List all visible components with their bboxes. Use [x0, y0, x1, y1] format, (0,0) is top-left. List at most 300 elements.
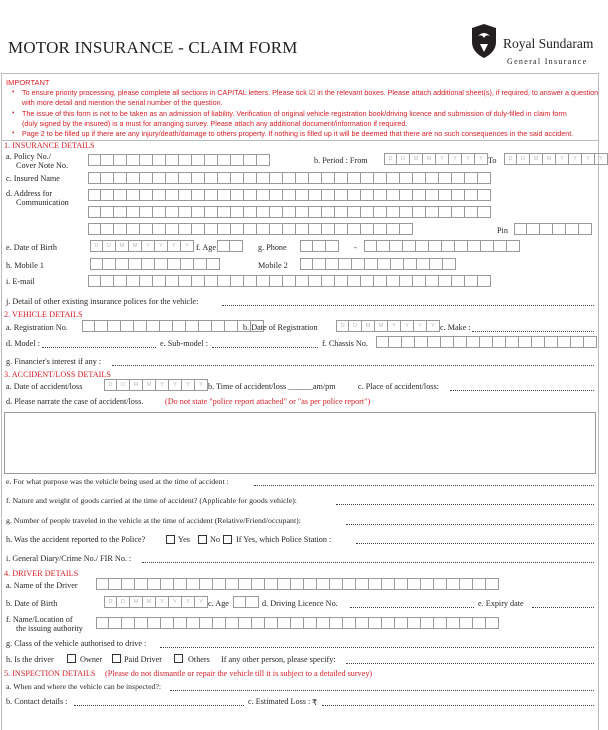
input-box[interactable]: M — [130, 379, 143, 391]
input-box[interactable] — [192, 206, 205, 218]
estimated-loss-field[interactable] — [322, 705, 594, 706]
input-box[interactable] — [378, 258, 391, 270]
input-box[interactable] — [335, 275, 348, 287]
input-box[interactable] — [400, 223, 413, 235]
input-box[interactable] — [439, 275, 452, 287]
input-box[interactable] — [270, 189, 283, 201]
input-box[interactable]: M — [362, 320, 375, 332]
input-box[interactable] — [330, 578, 343, 590]
input-box[interactable] — [400, 275, 413, 287]
input-box[interactable] — [402, 336, 415, 348]
input-box[interactable] — [507, 240, 520, 252]
pin-boxes[interactable] — [514, 223, 592, 235]
input-box[interactable] — [494, 240, 507, 252]
expiry-date-field[interactable] — [532, 607, 594, 608]
input-box[interactable] — [179, 206, 192, 218]
input-box[interactable]: Y — [142, 240, 155, 252]
input-box[interactable] — [239, 617, 252, 629]
input-box[interactable] — [387, 206, 400, 218]
input-box[interactable] — [244, 154, 257, 166]
input-box[interactable] — [558, 336, 571, 348]
accident-date-boxes[interactable] — [104, 379, 208, 391]
input-box[interactable]: D — [104, 379, 117, 391]
input-box[interactable] — [127, 154, 140, 166]
police-yes-checkbox[interactable] — [166, 535, 175, 544]
phone-std-boxes[interactable] — [300, 240, 339, 252]
input-box[interactable]: Y — [449, 153, 462, 165]
input-box[interactable] — [270, 275, 283, 287]
input-box[interactable] — [199, 320, 212, 332]
input-box[interactable] — [348, 223, 361, 235]
input-box[interactable]: D — [117, 596, 130, 608]
input-box[interactable] — [155, 258, 168, 270]
input-box[interactable] — [205, 206, 218, 218]
input-box[interactable] — [443, 258, 456, 270]
input-box[interactable] — [584, 336, 597, 348]
input-box[interactable] — [387, 172, 400, 184]
input-box[interactable] — [300, 258, 313, 270]
input-box[interactable] — [218, 223, 231, 235]
email-boxes[interactable] — [88, 275, 491, 287]
input-box[interactable] — [291, 578, 304, 590]
input-box[interactable] — [148, 617, 161, 629]
input-box[interactable]: M — [375, 320, 388, 332]
driver-dob-boxes[interactable] — [104, 596, 208, 608]
input-box[interactable] — [313, 240, 326, 252]
input-box[interactable] — [153, 206, 166, 218]
chassis-no-boxes[interactable] — [376, 336, 597, 348]
input-box[interactable] — [387, 275, 400, 287]
input-box[interactable] — [352, 258, 365, 270]
input-box[interactable] — [257, 275, 270, 287]
input-box[interactable] — [426, 275, 439, 287]
input-box[interactable] — [296, 223, 309, 235]
input-box[interactable] — [480, 336, 493, 348]
input-box[interactable] — [194, 258, 207, 270]
input-box[interactable]: Y — [401, 320, 414, 332]
input-box[interactable] — [218, 172, 231, 184]
input-box[interactable] — [400, 172, 413, 184]
input-box[interactable] — [452, 189, 465, 201]
input-box[interactable] — [142, 258, 155, 270]
input-box[interactable] — [400, 206, 413, 218]
input-box[interactable]: M — [410, 153, 423, 165]
period-from-boxes[interactable] — [384, 153, 488, 165]
input-box[interactable] — [426, 172, 439, 184]
input-box[interactable] — [109, 578, 122, 590]
vehicle-class-field[interactable] — [160, 647, 594, 648]
input-box[interactable] — [317, 578, 330, 590]
input-box[interactable] — [127, 189, 140, 201]
input-box[interactable] — [387, 223, 400, 235]
input-box[interactable] — [134, 320, 147, 332]
input-box[interactable]: D — [90, 240, 103, 252]
input-box[interactable] — [95, 320, 108, 332]
input-box[interactable] — [493, 336, 506, 348]
owner-checkbox[interactable] — [67, 654, 76, 663]
input-box[interactable] — [114, 275, 127, 287]
input-box[interactable] — [417, 258, 430, 270]
input-box[interactable]: Y — [181, 240, 194, 252]
input-box[interactable] — [140, 206, 153, 218]
input-box[interactable] — [116, 258, 129, 270]
people-traveled-field[interactable] — [346, 524, 594, 525]
input-box[interactable] — [400, 189, 413, 201]
input-box[interactable] — [313, 258, 326, 270]
input-box[interactable] — [205, 189, 218, 201]
input-box[interactable] — [166, 275, 179, 287]
input-box[interactable] — [218, 154, 231, 166]
input-box[interactable] — [416, 240, 429, 252]
input-box[interactable] — [140, 275, 153, 287]
issuing-authority-boxes[interactable] — [96, 617, 499, 629]
input-box[interactable]: M — [423, 153, 436, 165]
input-box[interactable] — [147, 320, 160, 332]
input-box[interactable] — [540, 223, 553, 235]
input-box[interactable] — [246, 596, 259, 608]
input-box[interactable] — [309, 223, 322, 235]
input-box[interactable] — [109, 617, 122, 629]
address-line-1-boxes[interactable] — [88, 189, 491, 201]
input-box[interactable] — [545, 336, 558, 348]
input-box[interactable] — [181, 258, 194, 270]
vehicle-purpose-field[interactable] — [254, 485, 594, 486]
input-box[interactable] — [326, 240, 339, 252]
input-box[interactable] — [217, 240, 230, 252]
police-no-checkbox[interactable] — [198, 535, 207, 544]
input-box[interactable] — [441, 336, 454, 348]
input-box[interactable] — [225, 320, 238, 332]
fir-field[interactable] — [142, 562, 594, 563]
input-box[interactable] — [179, 172, 192, 184]
accident-place-field[interactable] — [450, 390, 594, 391]
police-station-field[interactable] — [356, 543, 594, 544]
input-box[interactable]: Y — [155, 240, 168, 252]
input-box[interactable] — [270, 206, 283, 218]
input-box[interactable]: D — [397, 153, 410, 165]
input-box[interactable] — [478, 189, 491, 201]
input-box[interactable] — [335, 206, 348, 218]
input-box[interactable] — [114, 172, 127, 184]
input-box[interactable] — [114, 206, 127, 218]
input-box[interactable] — [179, 189, 192, 201]
input-box[interactable]: Y — [462, 153, 475, 165]
input-box[interactable] — [374, 223, 387, 235]
input-box[interactable] — [322, 275, 335, 287]
input-box[interactable] — [382, 617, 395, 629]
driver-name-boxes[interactable] — [96, 578, 499, 590]
input-box[interactable] — [283, 172, 296, 184]
input-box[interactable] — [413, 275, 426, 287]
insured-name-boxes[interactable] — [88, 172, 491, 184]
input-box[interactable] — [244, 223, 257, 235]
input-box[interactable] — [553, 223, 566, 235]
input-box[interactable] — [413, 189, 426, 201]
input-box[interactable]: M — [130, 596, 143, 608]
input-box[interactable] — [179, 154, 192, 166]
input-box[interactable] — [140, 172, 153, 184]
input-box[interactable] — [173, 320, 186, 332]
input-box[interactable] — [192, 223, 205, 235]
input-box[interactable] — [309, 189, 322, 201]
input-box[interactable] — [514, 223, 527, 235]
input-box[interactable] — [179, 275, 192, 287]
input-box[interactable] — [187, 578, 200, 590]
input-box[interactable]: Y — [436, 153, 449, 165]
input-box[interactable] — [361, 206, 374, 218]
input-box[interactable] — [226, 617, 239, 629]
input-box[interactable]: D — [104, 596, 117, 608]
mobile-2-boxes[interactable] — [300, 258, 456, 270]
policy-no-boxes[interactable] — [88, 154, 270, 166]
input-box[interactable] — [335, 223, 348, 235]
input-box[interactable] — [160, 320, 173, 332]
input-box[interactable]: Y — [182, 596, 195, 608]
input-box[interactable] — [361, 275, 374, 287]
input-box[interactable] — [343, 617, 356, 629]
input-box[interactable] — [478, 206, 491, 218]
input-box[interactable] — [140, 189, 153, 201]
input-box[interactable] — [452, 206, 465, 218]
input-box[interactable]: D — [349, 320, 362, 332]
input-box[interactable] — [135, 617, 148, 629]
input-box[interactable] — [377, 240, 390, 252]
input-box[interactable] — [413, 206, 426, 218]
other-policies-field[interactable] — [222, 305, 594, 306]
input-box[interactable] — [140, 223, 153, 235]
input-box[interactable] — [218, 275, 231, 287]
registration-no-boxes[interactable] — [82, 320, 264, 332]
input-box[interactable] — [430, 258, 443, 270]
input-box[interactable] — [127, 275, 140, 287]
input-box[interactable] — [226, 578, 239, 590]
input-box[interactable] — [452, 172, 465, 184]
input-box[interactable] — [374, 172, 387, 184]
input-box[interactable]: M — [543, 153, 556, 165]
input-box[interactable] — [127, 223, 140, 235]
input-box[interactable] — [88, 275, 101, 287]
input-box[interactable] — [348, 189, 361, 201]
input-box[interactable]: Y — [169, 379, 182, 391]
input-box[interactable] — [300, 240, 313, 252]
input-box[interactable] — [478, 172, 491, 184]
input-box[interactable] — [309, 275, 322, 287]
input-box[interactable] — [283, 275, 296, 287]
input-box[interactable] — [473, 617, 486, 629]
input-box[interactable] — [252, 617, 265, 629]
input-box[interactable] — [421, 578, 434, 590]
input-box[interactable]: Y — [182, 379, 195, 391]
input-box[interactable]: M — [143, 379, 156, 391]
input-box[interactable]: Y — [156, 596, 169, 608]
input-box[interactable] — [428, 336, 441, 348]
input-box[interactable] — [88, 206, 101, 218]
input-box[interactable] — [174, 578, 187, 590]
input-box[interactable]: Y — [156, 379, 169, 391]
input-box[interactable]: Y — [569, 153, 582, 165]
input-box[interactable] — [88, 189, 101, 201]
input-box[interactable] — [257, 172, 270, 184]
input-box[interactable] — [283, 189, 296, 201]
input-box[interactable] — [361, 172, 374, 184]
input-box[interactable] — [506, 336, 519, 348]
input-box[interactable]: M — [143, 596, 156, 608]
input-box[interactable] — [101, 189, 114, 201]
input-box[interactable] — [395, 578, 408, 590]
input-box[interactable] — [403, 240, 416, 252]
accident-narration-box[interactable] — [4, 412, 596, 474]
input-box[interactable] — [439, 172, 452, 184]
input-box[interactable] — [90, 258, 103, 270]
input-box[interactable] — [408, 578, 421, 590]
input-box[interactable] — [317, 617, 330, 629]
input-box[interactable] — [252, 578, 265, 590]
input-box[interactable] — [439, 189, 452, 201]
mobile-1-boxes[interactable] — [90, 258, 220, 270]
input-box[interactable] — [465, 206, 478, 218]
input-box[interactable]: Y — [556, 153, 569, 165]
input-box[interactable] — [101, 275, 114, 287]
input-box[interactable] — [415, 336, 428, 348]
input-box[interactable] — [265, 578, 278, 590]
licence-no-field[interactable] — [350, 607, 474, 608]
input-box[interactable] — [296, 172, 309, 184]
contact-details-field[interactable] — [74, 705, 244, 706]
input-box[interactable] — [200, 578, 213, 590]
input-box[interactable] — [166, 189, 179, 201]
input-box[interactable]: M — [116, 240, 129, 252]
input-box[interactable]: M — [129, 240, 142, 252]
input-box[interactable] — [296, 189, 309, 201]
input-box[interactable] — [335, 172, 348, 184]
input-box[interactable] — [161, 578, 174, 590]
input-box[interactable] — [207, 258, 220, 270]
input-box[interactable] — [233, 596, 246, 608]
input-box[interactable] — [231, 154, 244, 166]
paid-driver-checkbox[interactable] — [112, 654, 121, 663]
input-box[interactable] — [213, 617, 226, 629]
input-box[interactable] — [326, 258, 339, 270]
input-box[interactable] — [296, 275, 309, 287]
input-box[interactable] — [566, 223, 579, 235]
input-box[interactable] — [335, 189, 348, 201]
input-box[interactable] — [205, 172, 218, 184]
input-box[interactable] — [304, 578, 317, 590]
input-box[interactable] — [101, 154, 114, 166]
input-box[interactable] — [239, 578, 252, 590]
input-box[interactable] — [166, 172, 179, 184]
input-box[interactable]: Y — [475, 153, 488, 165]
input-box[interactable] — [322, 189, 335, 201]
phone-number-boxes[interactable] — [364, 240, 520, 252]
input-box[interactable] — [213, 578, 226, 590]
input-box[interactable] — [101, 223, 114, 235]
input-box[interactable] — [161, 617, 174, 629]
input-box[interactable] — [212, 320, 225, 332]
input-box[interactable] — [364, 240, 377, 252]
input-box[interactable] — [187, 617, 200, 629]
input-box[interactable] — [231, 275, 244, 287]
input-box[interactable] — [421, 617, 434, 629]
input-box[interactable] — [434, 578, 447, 590]
input-box[interactable] — [168, 258, 181, 270]
input-box[interactable] — [200, 617, 213, 629]
input-box[interactable] — [166, 154, 179, 166]
input-box[interactable] — [153, 172, 166, 184]
age-boxes[interactable] — [217, 240, 243, 252]
input-box[interactable] — [460, 578, 473, 590]
input-box[interactable] — [322, 172, 335, 184]
input-box[interactable] — [88, 172, 101, 184]
input-box[interactable] — [429, 240, 442, 252]
others-checkbox[interactable] — [174, 654, 183, 663]
input-box[interactable] — [365, 258, 378, 270]
input-box[interactable] — [153, 275, 166, 287]
input-box[interactable] — [408, 617, 421, 629]
goods-carried-field[interactable] — [336, 504, 594, 505]
input-box[interactable] — [291, 617, 304, 629]
inspection-place-field[interactable] — [170, 690, 594, 691]
input-box[interactable] — [257, 223, 270, 235]
input-box[interactable]: Y — [195, 379, 208, 391]
input-box[interactable] — [192, 275, 205, 287]
input-box[interactable] — [244, 172, 257, 184]
input-box[interactable] — [348, 206, 361, 218]
input-box[interactable] — [257, 154, 270, 166]
input-box[interactable] — [343, 578, 356, 590]
input-box[interactable]: Y — [427, 320, 440, 332]
input-box[interactable] — [205, 223, 218, 235]
input-box[interactable] — [322, 206, 335, 218]
input-box[interactable] — [382, 578, 395, 590]
input-box[interactable] — [467, 336, 480, 348]
input-box[interactable] — [387, 189, 400, 201]
input-box[interactable] — [395, 617, 408, 629]
input-box[interactable] — [101, 172, 114, 184]
input-box[interactable] — [339, 258, 352, 270]
input-box[interactable] — [283, 206, 296, 218]
input-box[interactable] — [205, 275, 218, 287]
make-field[interactable] — [472, 331, 594, 332]
input-box[interactable]: M — [530, 153, 543, 165]
input-box[interactable] — [244, 189, 257, 201]
input-box[interactable] — [192, 172, 205, 184]
input-box[interactable] — [101, 206, 114, 218]
input-box[interactable] — [231, 172, 244, 184]
input-box[interactable] — [309, 206, 322, 218]
driver-age-boxes[interactable] — [233, 596, 259, 608]
input-box[interactable] — [455, 240, 468, 252]
input-box[interactable] — [348, 275, 361, 287]
input-box[interactable] — [265, 617, 278, 629]
input-box[interactable] — [330, 617, 343, 629]
input-box[interactable] — [369, 617, 382, 629]
input-box[interactable] — [447, 578, 460, 590]
input-box[interactable] — [389, 336, 402, 348]
input-box[interactable] — [465, 172, 478, 184]
input-box[interactable] — [486, 617, 499, 629]
address-line-3-boxes[interactable] — [88, 223, 413, 235]
input-box[interactable] — [486, 578, 499, 590]
input-box[interactable] — [127, 206, 140, 218]
input-box[interactable] — [148, 578, 161, 590]
police-station-checkbox[interactable] — [223, 535, 232, 544]
input-box[interactable] — [192, 154, 205, 166]
input-box[interactable] — [434, 617, 447, 629]
input-box[interactable]: D — [117, 379, 130, 391]
input-box[interactable] — [356, 578, 369, 590]
input-box[interactable] — [579, 223, 592, 235]
